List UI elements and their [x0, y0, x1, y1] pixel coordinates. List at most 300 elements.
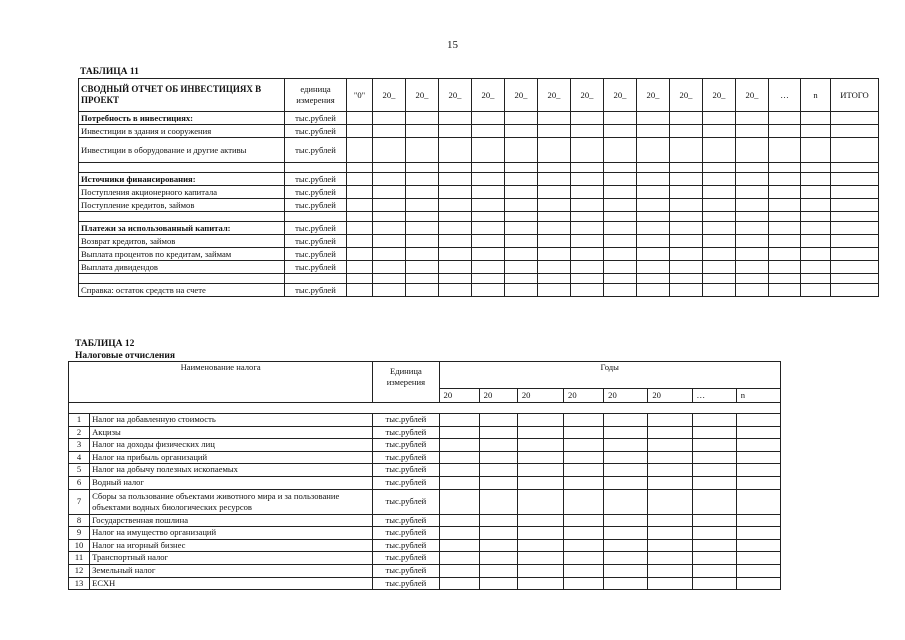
value-cell — [571, 173, 604, 186]
empty-cell — [637, 212, 670, 222]
value-cell — [736, 451, 780, 464]
empty-cell — [439, 274, 472, 284]
value-cell — [604, 186, 637, 199]
period-header: 20_ — [571, 79, 604, 112]
empty-cell — [285, 212, 347, 222]
value-cell — [736, 489, 780, 514]
value-cell — [439, 564, 479, 577]
empty-cell — [604, 212, 637, 222]
value-cell — [406, 261, 439, 274]
value-cell — [736, 222, 769, 235]
value-cell — [801, 125, 831, 138]
value-cell — [736, 426, 780, 439]
year-header: … — [692, 388, 736, 402]
value-cell — [517, 577, 563, 590]
table-row — [69, 552, 781, 565]
value-cell — [472, 112, 505, 125]
value-cell — [505, 112, 538, 125]
value-cell — [439, 199, 472, 212]
value-cell — [801, 284, 831, 297]
value-cell — [692, 476, 736, 489]
row-unit: тыс.рублей — [373, 527, 439, 540]
empty-cell — [505, 163, 538, 173]
value-cell — [670, 248, 703, 261]
value-cell — [439, 284, 472, 297]
tax-name: ЕСХН — [90, 577, 373, 590]
tax-name: Налог на добычу полезных ископаемых — [90, 464, 373, 477]
value-cell — [692, 464, 736, 477]
table-row — [69, 426, 781, 439]
value-cell — [439, 414, 479, 427]
empty-cell — [703, 212, 736, 222]
value-cell — [604, 125, 637, 138]
value-cell — [637, 199, 670, 212]
value-cell — [439, 235, 472, 248]
value-cell — [406, 138, 439, 163]
tax-name: Земельный налог — [90, 564, 373, 577]
value-cell — [692, 426, 736, 439]
value-cell — [831, 173, 879, 186]
empty-cell — [571, 163, 604, 173]
value-cell — [648, 514, 692, 527]
row-number: 4 — [69, 451, 90, 464]
value-cell — [517, 564, 563, 577]
value-cell — [703, 186, 736, 199]
value-cell — [406, 222, 439, 235]
value-cell — [439, 539, 479, 552]
empty-cell — [439, 163, 472, 173]
value-cell — [769, 248, 801, 261]
value-cell — [472, 125, 505, 138]
value-cell — [564, 564, 604, 577]
period-header: … — [769, 79, 801, 112]
period-header: "0" — [347, 79, 373, 112]
row-unit: тыс.рублей — [373, 539, 439, 552]
value-cell — [373, 284, 406, 297]
value-cell — [604, 527, 648, 540]
row-number: 7 — [69, 489, 90, 514]
value-cell — [703, 284, 736, 297]
value-cell — [637, 112, 670, 125]
value-cell — [692, 527, 736, 540]
empty-cell — [736, 274, 769, 284]
value-cell — [801, 248, 831, 261]
empty-cell — [79, 274, 285, 284]
value-cell — [670, 261, 703, 274]
value-cell — [736, 552, 780, 565]
period-header: n — [801, 79, 831, 112]
row-unit: тыс.рублей — [285, 248, 347, 261]
value-cell — [439, 426, 479, 439]
value-cell — [571, 235, 604, 248]
value-cell — [670, 235, 703, 248]
value-cell — [538, 186, 571, 199]
table-row — [69, 514, 781, 527]
value-cell — [505, 173, 538, 186]
value-cell — [637, 284, 670, 297]
value-cell — [648, 552, 692, 565]
value-cell — [637, 235, 670, 248]
value-cell — [439, 261, 472, 274]
row-unit: тыс.рублей — [285, 261, 347, 274]
row-unit: тыс.рублей — [285, 284, 347, 297]
empty-cell — [285, 163, 347, 173]
table-11-title: СВОДНЫЙ ОТЧЕТ ОБ ИНВЕСТИЦИЯХ В ПРОЕКТ — [79, 79, 285, 112]
value-cell — [801, 186, 831, 199]
value-cell — [373, 222, 406, 235]
table-row — [69, 564, 781, 577]
value-cell — [564, 527, 604, 540]
value-cell — [703, 222, 736, 235]
value-cell — [505, 125, 538, 138]
period-header: 20_ — [472, 79, 505, 112]
value-cell — [769, 235, 801, 248]
table-row — [79, 112, 879, 125]
empty-cell — [831, 274, 879, 284]
value-cell — [648, 527, 692, 540]
value-cell — [347, 112, 373, 125]
value-cell — [736, 112, 769, 125]
value-cell — [736, 284, 769, 297]
value-cell — [373, 112, 406, 125]
table-row — [69, 451, 781, 464]
empty-cell — [736, 163, 769, 173]
value-cell — [801, 173, 831, 186]
table-row — [79, 199, 879, 212]
value-cell — [406, 112, 439, 125]
value-cell — [373, 248, 406, 261]
value-cell — [736, 476, 780, 489]
value-cell — [505, 186, 538, 199]
empty-cell — [472, 212, 505, 222]
value-cell — [648, 539, 692, 552]
value-cell — [769, 125, 801, 138]
value-cell — [831, 261, 879, 274]
empty-cell — [472, 274, 505, 284]
value-cell — [692, 514, 736, 527]
value-cell — [571, 186, 604, 199]
value-cell — [604, 284, 637, 297]
year-header: 20 — [564, 388, 604, 402]
table-row — [79, 248, 879, 261]
tax-name: Водный налог — [90, 476, 373, 489]
row-label: Инвестиции в здания и сооружения — [79, 125, 285, 138]
value-cell — [604, 564, 648, 577]
table-row — [79, 125, 879, 138]
value-cell — [373, 125, 406, 138]
table-row — [79, 284, 879, 297]
value-cell — [670, 125, 703, 138]
value-cell — [517, 514, 563, 527]
value-cell — [564, 514, 604, 527]
value-cell — [604, 173, 637, 186]
value-cell — [373, 235, 406, 248]
table-row — [69, 414, 781, 427]
row-unit: тыс.рублей — [373, 577, 439, 590]
table-row — [79, 186, 879, 199]
value-cell — [736, 564, 780, 577]
value-cell — [604, 464, 648, 477]
value-cell — [538, 284, 571, 297]
value-cell — [769, 186, 801, 199]
value-cell — [736, 414, 780, 427]
value-cell — [736, 514, 780, 527]
value-cell — [648, 439, 692, 452]
row-number: 8 — [69, 514, 90, 527]
value-cell — [439, 125, 472, 138]
tax-name: Налог на добавленную стоимость — [90, 414, 373, 427]
value-cell — [538, 112, 571, 125]
value-cell — [564, 552, 604, 565]
value-cell — [472, 284, 505, 297]
value-cell — [801, 235, 831, 248]
value-cell — [692, 451, 736, 464]
value-cell — [801, 261, 831, 274]
year-header: 20 — [479, 388, 517, 402]
value-cell — [373, 138, 406, 163]
empty-cell — [801, 212, 831, 222]
row-label: Платежи за использованный капитал: — [79, 222, 285, 235]
value-cell — [564, 539, 604, 552]
row-label: Выплата дивидендов — [79, 261, 285, 274]
row-unit: тыс.рублей — [373, 439, 439, 452]
year-header: n — [736, 388, 780, 402]
value-cell — [517, 426, 563, 439]
value-cell — [479, 539, 517, 552]
row-unit: тыс.рублей — [285, 138, 347, 163]
value-cell — [347, 138, 373, 163]
value-cell — [439, 138, 472, 163]
row-unit: тыс.рублей — [373, 489, 439, 514]
value-cell — [517, 464, 563, 477]
value-cell — [604, 451, 648, 464]
value-cell — [439, 476, 479, 489]
tax-name: Сборы за пользование объектами животного мира и за пользование объектами водных биологических ресурсов — [90, 489, 373, 514]
value-cell — [347, 235, 373, 248]
value-cell — [736, 439, 780, 452]
value-cell — [571, 199, 604, 212]
value-cell — [703, 261, 736, 274]
value-cell — [564, 426, 604, 439]
row-unit: тыс.рублей — [373, 414, 439, 427]
unit-column-header: единица измерения — [285, 79, 347, 112]
row-unit: тыс.рублей — [373, 514, 439, 527]
value-cell — [479, 489, 517, 514]
value-cell — [736, 464, 780, 477]
empty-cell — [373, 274, 406, 284]
value-cell — [505, 138, 538, 163]
empty-cell — [538, 274, 571, 284]
value-cell — [472, 186, 505, 199]
value-cell — [637, 261, 670, 274]
empty-cell — [571, 212, 604, 222]
value-cell — [736, 125, 769, 138]
value-cell — [670, 284, 703, 297]
value-cell — [831, 235, 879, 248]
value-cell — [439, 222, 472, 235]
value-cell — [373, 261, 406, 274]
value-cell — [505, 199, 538, 212]
empty-cell — [801, 163, 831, 173]
value-cell — [670, 112, 703, 125]
value-cell — [648, 451, 692, 464]
empty-cell — [736, 212, 769, 222]
value-cell — [692, 577, 736, 590]
value-cell — [703, 112, 736, 125]
value-cell — [406, 235, 439, 248]
value-cell — [538, 248, 571, 261]
value-cell — [769, 112, 801, 125]
value-cell — [472, 248, 505, 261]
value-cell — [571, 284, 604, 297]
value-cell — [831, 138, 879, 163]
value-cell — [505, 248, 538, 261]
row-label: Справка: остаток средств на счете — [79, 284, 285, 297]
value-cell — [564, 577, 604, 590]
value-cell — [670, 173, 703, 186]
table-row — [69, 439, 781, 452]
page-number: 15 — [447, 39, 458, 51]
value-cell — [517, 539, 563, 552]
table-11-label: ТАБЛИЦА 11 — [80, 67, 139, 77]
value-cell — [538, 199, 571, 212]
table-row — [69, 577, 781, 590]
value-cell — [801, 112, 831, 125]
value-cell — [703, 125, 736, 138]
value-cell — [831, 125, 879, 138]
value-cell — [373, 186, 406, 199]
value-cell — [505, 284, 538, 297]
row-label: Инвестиции в оборудование и другие активы — [79, 138, 285, 163]
value-cell — [505, 235, 538, 248]
value-cell — [692, 552, 736, 565]
value-cell — [736, 173, 769, 186]
row-unit: тыс.рублей — [373, 451, 439, 464]
value-cell — [801, 222, 831, 235]
value-cell — [564, 489, 604, 514]
value-cell — [571, 248, 604, 261]
empty-cell — [406, 163, 439, 173]
row-number: 12 — [69, 564, 90, 577]
value-cell — [571, 222, 604, 235]
value-cell — [736, 138, 769, 163]
value-cell — [736, 199, 769, 212]
value-cell — [439, 577, 479, 590]
year-header: 20 — [648, 388, 692, 402]
value-cell — [347, 248, 373, 261]
value-cell — [347, 222, 373, 235]
value-cell — [703, 248, 736, 261]
value-cell — [692, 439, 736, 452]
value-cell — [439, 527, 479, 540]
value-cell — [479, 552, 517, 565]
empty-cell — [373, 212, 406, 222]
value-cell — [439, 451, 479, 464]
empty-cell — [505, 212, 538, 222]
value-cell — [604, 235, 637, 248]
empty-cell — [801, 274, 831, 284]
value-cell — [538, 261, 571, 274]
empty-cell — [637, 163, 670, 173]
total-header: ИТОГО — [831, 79, 879, 112]
value-cell — [571, 261, 604, 274]
value-cell — [517, 552, 563, 565]
value-cell — [648, 564, 692, 577]
empty-cell — [604, 274, 637, 284]
value-cell — [604, 439, 648, 452]
tax-deductions-table — [68, 361, 781, 590]
tax-name: Налог на прибыль организаций — [90, 451, 373, 464]
value-cell — [472, 173, 505, 186]
value-cell — [406, 125, 439, 138]
empty-cell — [347, 274, 373, 284]
value-cell — [648, 414, 692, 427]
row-number: 13 — [69, 577, 90, 590]
value-cell — [347, 173, 373, 186]
value-cell — [703, 235, 736, 248]
value-cell — [801, 138, 831, 163]
value-cell — [769, 199, 801, 212]
value-cell — [703, 199, 736, 212]
tax-name: Государственная пошлина — [90, 514, 373, 527]
spacer-row — [79, 274, 879, 284]
value-cell — [604, 539, 648, 552]
tax-name: Налог на имущество организаций — [90, 527, 373, 540]
value-cell — [736, 539, 780, 552]
tax-name: Налог на доходы физических лиц — [90, 439, 373, 452]
value-cell — [769, 173, 801, 186]
year-header: 20 — [439, 388, 479, 402]
empty-cell — [604, 163, 637, 173]
value-cell — [472, 235, 505, 248]
value-cell — [831, 186, 879, 199]
value-cell — [670, 222, 703, 235]
value-cell — [479, 527, 517, 540]
empty-cell — [703, 163, 736, 173]
row-unit: тыс.рублей — [285, 235, 347, 248]
period-header: 20_ — [637, 79, 670, 112]
value-cell — [439, 439, 479, 452]
value-cell — [406, 173, 439, 186]
empty-cell — [406, 212, 439, 222]
year-header: 20 — [604, 388, 648, 402]
empty-cell — [637, 274, 670, 284]
value-cell — [505, 261, 538, 274]
value-cell — [564, 414, 604, 427]
row-number: 6 — [69, 476, 90, 489]
tax-name: Акцизы — [90, 426, 373, 439]
value-cell — [736, 577, 780, 590]
row-number: 2 — [69, 426, 90, 439]
value-cell — [571, 138, 604, 163]
value-cell — [736, 186, 769, 199]
value-cell — [439, 248, 472, 261]
empty-cell — [79, 212, 285, 222]
table-row — [79, 261, 879, 274]
value-cell — [517, 439, 563, 452]
value-cell — [538, 235, 571, 248]
value-cell — [604, 489, 648, 514]
row-number: 5 — [69, 464, 90, 477]
value-cell — [538, 125, 571, 138]
value-cell — [604, 426, 648, 439]
value-cell — [670, 186, 703, 199]
tax-name-header: Наименование налога — [69, 362, 373, 403]
value-cell — [648, 489, 692, 514]
value-cell — [479, 577, 517, 590]
value-cell — [347, 125, 373, 138]
period-header: 20_ — [373, 79, 406, 112]
